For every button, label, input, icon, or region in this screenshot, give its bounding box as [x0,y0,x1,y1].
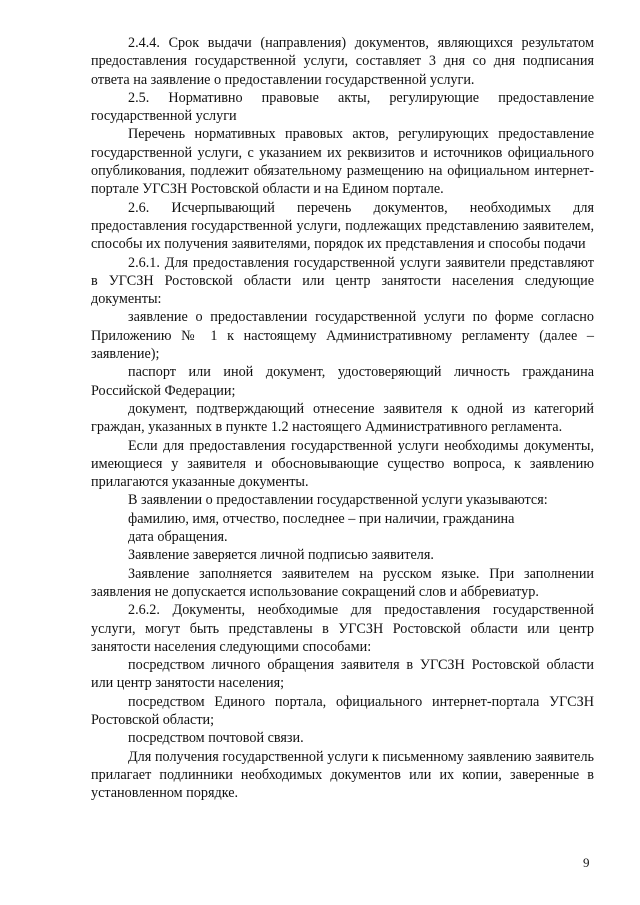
paragraph-2-6-1: 2.6.1. Для предоставления государственной услуги заявители представляют в УГСЗН Ростовской области или центр занятости населения следующие документы: [91,254,594,308]
paragraph-originals-or-copies: Для получения государственной услуги к письменному заявлению заявитель прилагает подлинники необходимых документов или их копии, заверенные в установленном порядке. [91,748,594,802]
paragraph-additional-documents: Если для предоставления государственной услуги необходимы документы, имеющиеся у заявителя и обосновывающие существо вопроса, к заявлению прилагаются указанные документы. [91,437,594,491]
paragraph-application-item: заявление о предоставлении государственной услуги по форме согласно Приложению № 1 к настоящему Административному регламенту (далее – заявление); [91,309,594,363]
paragraph-postal-method: посредством почтовой связи. [128,730,304,747]
paragraph-2-6-heading: 2.6. Исчерпывающий перечень документов, необходимых для предоставления государственной услуги, подлежащих представлению заявителем, способы их получения заявителями, порядок их представления и способы подачи [91,199,594,253]
paragraph-category-document-item: документ, подтверждающий отнесение заявителя к одной из категорий граждан, указанных в пункте 1.2 настоящего Административного регламента. [91,400,594,436]
paragraph-date-item: дата обращения. [128,529,228,546]
paragraph-legal-acts-list: Перечень нормативных правовых актов, регулирующих предоставление государственной услуги, с указанием их реквизитов и источников официального опубликования, подлежит обязательному размещению на официальном интернет-портале УГСЗН Ростовской области и на Едином портале. [91,126,594,198]
paragraph-full-name-item: фамилию, имя, отчество, последнее – при наличии, гражданина [128,510,515,527]
paragraph-personal-visit-method: посредством личного обращения заявителя в УГСЗН Ростовской области или центр занятости населения; [91,657,594,692]
page-number: 9 [583,855,590,870]
paragraph-2-4-4: 2.4.4. Срок выдачи (направления) документов, являющихся результатом предоставления государственной услуги, составляет 3 дня со дня подписания ответа на заявление о предоставлении государственной услуги. [91,35,594,88]
paragraph-application-contents: В заявлении о предоставлении государственной услуги указываются: [128,492,548,509]
paragraph-passport-item: паспорт или иной документ, удостоверяющий личность гражданина Российской Федерации; [91,364,594,399]
document-body [91,34,594,802]
paragraph-language-rule: Заявление заполняется заявителем на русском языке. При заполнении заявления не допускается использование сокращений слов и аббревиатур. [91,565,594,600]
paragraph-portal-method: посредством Единого портала, официального интернет-портала УГСЗН Ростовской области; [91,693,594,728]
paragraph-2-5-heading: 2.5. Нормативно правовые акты, регулирующие предоставление государственной услуги [91,89,594,125]
paragraph-signature: Заявление заверяется личной подписью заявителя. [128,547,434,564]
paragraph-2-6-2: 2.6.2. Документы, необходимые для предоставления государственной услуги, могут быть представлены в УГСЗН Ростовской области или центр занятости населения следующими способами: [91,602,594,655]
